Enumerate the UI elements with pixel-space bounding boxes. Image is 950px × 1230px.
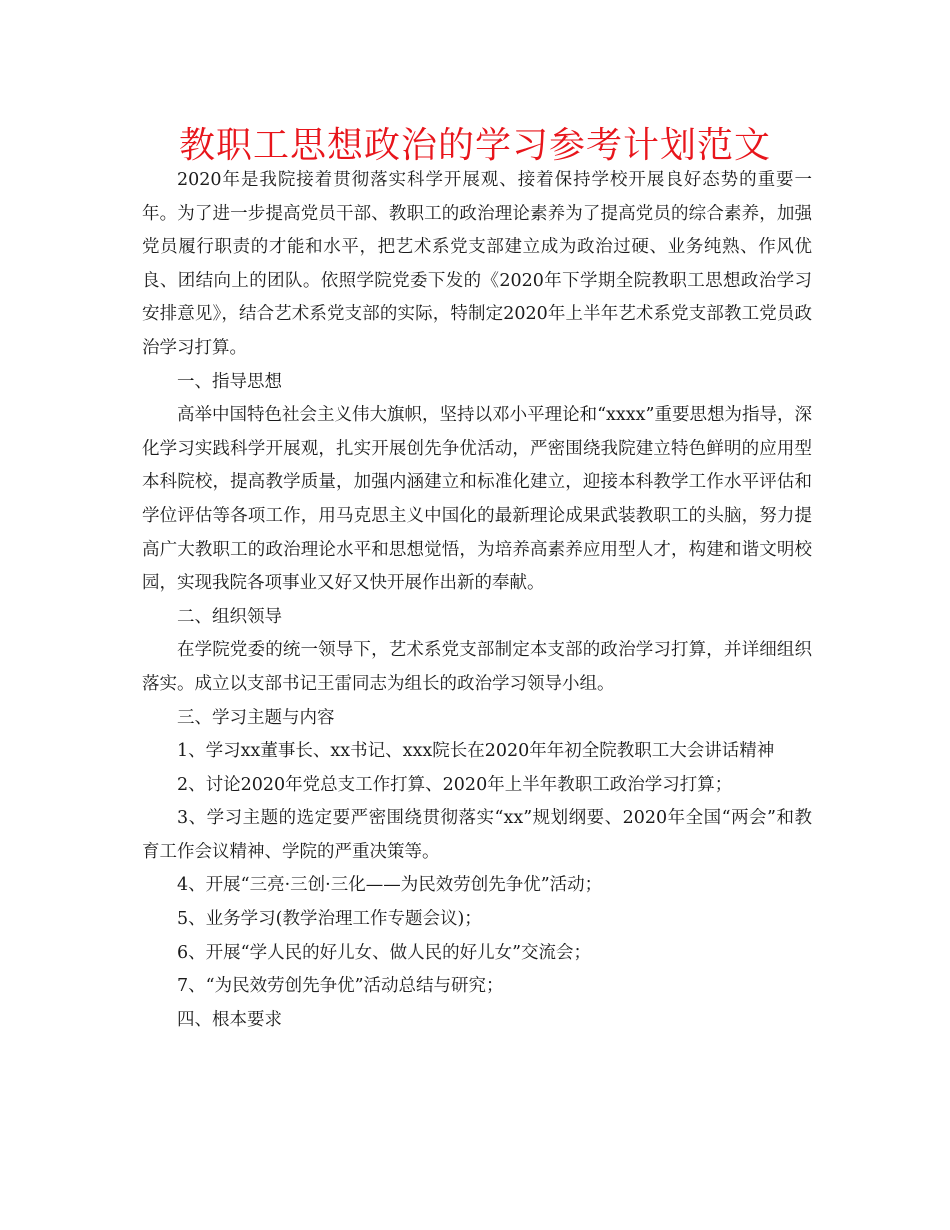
paragraph-intro: 2020年是我院接着贯彻落实科学开展观、接着保持学校开展良好态势的重要一年。为了进一步提高党员干部、教职工的政治理论素养为了提高党员的综合素养，加强党员履行职责的才能和水平，把艺术系党支部建立成为政治过硬、业务纯熟、作风优良、团结向上的团队。依照学院党委下发的《2020年下学期全院教职工思想政治学习安排意见》，结合艺术系党支部的实际，特制定2020年上半年艺术系党支部教工党员政治学习打算。 <box>142 170 812 358</box>
document-body <box>142 164 812 1037</box>
paragraph-organization: 在学院党委的统一领导下，艺术系党支部制定本支部的政治学习打算，并详细组织落实。成立以支部书记王雷同志为组长的政治学习领导小组。 <box>142 640 812 694</box>
list-item-topic-1: 1、学习xx董事长、xx书记、xxx院长在2020年年初全院教职工大会讲话精神 <box>177 741 775 762</box>
list-item-topic-2: 2、讨论2020年党总支工作打算、2020年上半年教职工政治学习打算； <box>177 774 733 795</box>
list-item-topic-7: 7、“为民效劳创先争优”活动总结与研究； <box>177 976 504 997</box>
list-item-topic-3: 3、学习主题的选定要严密围绕贯彻落实“xx”规划纲要、2020年全国“两会”和教育工作会议精神、学院的严重决策等。 <box>142 808 812 862</box>
list-item-topic-4: 4、开展“三亮·三创·三化——为民效劳创先争优”活动； <box>177 875 603 896</box>
list-item-topic-6: 6、开展“学人民的好儿女、做人民的好儿女”交流会； <box>177 942 592 963</box>
document-title: 教职工思想政治的学习参考计划范文 <box>178 125 771 166</box>
list-item-topic-5: 5、业务学习(教学治理工作专题会议)； <box>177 909 482 930</box>
section-heading-guiding-ideology: 一、指导思想 <box>177 371 282 392</box>
section-heading-organization: 二、组织领导 <box>177 606 282 627</box>
section-heading-topics: 三、学习主题与内容 <box>177 707 335 728</box>
section-heading-requirements: 四、根本要求 <box>177 1009 282 1030</box>
paragraph-guiding-ideology: 高举中国特色社会主义伟大旗帜，坚持以邓小平理论和“xxxx”重要思想为指导，深化学习实践科学开展观，扎实开展创先争优活动，严密围绕我院建立特色鲜明的应用型本科院校，提高教学质量，加强内涵建立和标准化建立，迎接本科教学工作水平评估和学位评估等各项工作，用马克思主义中国化的最新理论成果武装教职工的头脑，努力提高广大教职工的政治理论水平和思想觉悟，为培养高素养应用型人才，构建和谐文明校园，实现我院各项事业又好又快开展作出新的奉献。 <box>142 405 812 594</box>
